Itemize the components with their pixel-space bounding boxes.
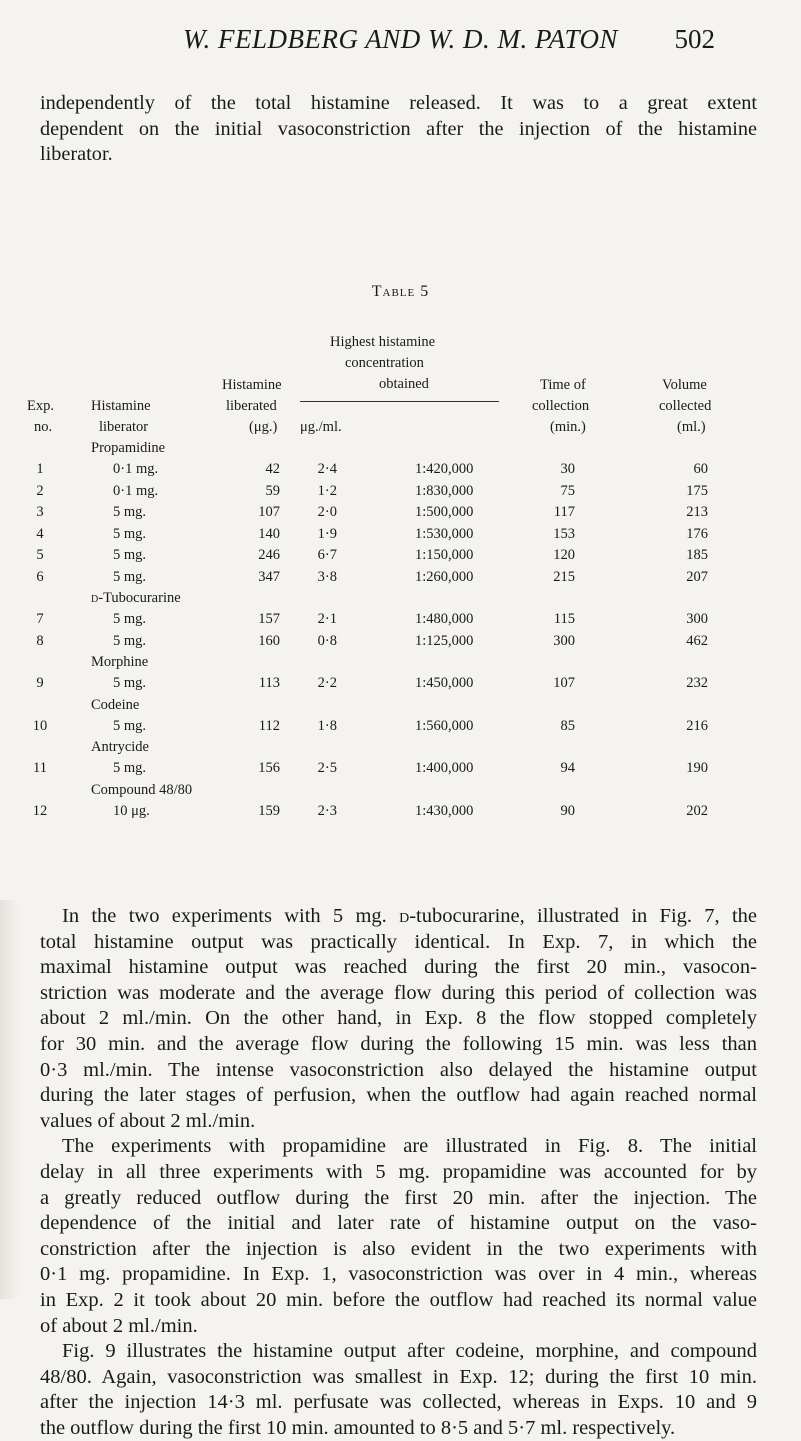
cell-conc: 1·8: [317, 717, 337, 734]
cell-exp: 2: [36, 482, 44, 499]
cell-time: 94: [560, 760, 575, 776]
page-number: 502: [674, 24, 715, 54]
cell-volume: 202: [686, 802, 708, 819]
cell-time: 117: [553, 504, 575, 520]
cell-liberated: 160: [258, 632, 280, 649]
group-label: Codeine: [91, 696, 140, 713]
cell-ratio: 1:125,000: [415, 632, 474, 649]
header-brace: [300, 395, 499, 405]
header-volume-1: Volume: [662, 377, 707, 393]
cell-liberated: 140: [258, 525, 280, 542]
cell-exp: 9: [36, 675, 44, 691]
cell-ratio: 1:260,000: [415, 568, 474, 585]
cell-liberated: 347: [258, 568, 280, 585]
header-time-1: Time of: [540, 377, 586, 393]
cell-time: 90: [560, 802, 575, 819]
cell-liberated: 42: [265, 461, 280, 477]
cell-liberated: 59: [265, 482, 280, 499]
cell-volume: 207: [686, 568, 708, 585]
cell-conc: 3·8: [317, 568, 337, 585]
body-line: In the two experiments with 5 mg. d-tubocurarine, illustrated in Fig. 7, the: [62, 905, 757, 927]
header-liberator-2: liberator: [99, 419, 149, 435]
cell-liberated: 113: [258, 675, 280, 691]
cell-exp: 1: [36, 461, 44, 477]
intro-line: liberator.: [40, 143, 113, 166]
cell-conc: 2·5: [317, 760, 337, 776]
intro-line: independently of the total histamine released. It was to a great extent: [40, 92, 757, 114]
cell-conc: 0·8: [317, 632, 337, 649]
intro-paragraph: [40, 91, 757, 168]
cell-conc: 2·1: [317, 611, 337, 627]
cell-conc: 2·2: [317, 675, 337, 691]
cell-exp: 12: [32, 802, 48, 819]
cell-liberated: 246: [258, 547, 280, 563]
cell-dose: 10 μg.: [113, 802, 150, 819]
cell-volume: 213: [686, 504, 708, 520]
body-line: Fig. 9 illustrates the histamine output after codeine, morphine, and compound: [62, 1340, 757, 1363]
cell-ratio: 1:400,000: [415, 760, 474, 776]
cell-ratio: 1:150,000: [415, 547, 474, 563]
cell-time: 75: [560, 482, 575, 499]
header-liberator-1: Histamine: [91, 398, 151, 414]
cell-volume: 300: [686, 611, 708, 627]
body-line: The experiments with propamidine are illustrated in Fig. 8. The initial: [62, 1135, 757, 1158]
cell-exp: 6: [36, 568, 44, 585]
cell-exp: 10: [32, 717, 48, 734]
cell-ratio: 1:450,000: [415, 675, 474, 691]
group-label: d-Tubocurarine: [91, 590, 181, 606]
cell-time: 115: [553, 611, 575, 627]
cell-dose: 0·1 mg.: [113, 461, 159, 477]
cell-conc: 6·7: [317, 547, 337, 563]
cell-dose: 5 mg.: [113, 717, 147, 734]
scan-edge-shadow: [0, 900, 20, 1299]
header-time-2: collection: [532, 398, 590, 414]
cell-dose: 5 mg.: [113, 547, 147, 563]
cell-exp: 7: [36, 611, 44, 627]
cell-ratio: 1:420,000: [415, 461, 474, 477]
cell-time: 85: [560, 717, 575, 734]
cell-time: 215: [553, 568, 575, 585]
cell-exp: 3: [36, 504, 44, 520]
cell-volume: 216: [686, 717, 708, 734]
cell-exp: 5: [36, 547, 44, 563]
cell-dose: 5 mg.: [113, 675, 147, 691]
header-exp-1: Exp.: [27, 398, 54, 414]
body-line: maximal histamine output was reached during the first 20 min., vasocon-: [40, 956, 757, 979]
cell-ratio: 1:830,000: [415, 482, 474, 499]
body-line: for 30 min. and the average flow during the following 15 min. was less than: [40, 1032, 757, 1055]
cell-dose: 5 mg.: [113, 504, 147, 520]
table-title: Table 5: [371, 283, 430, 300]
cell-time: 153: [553, 525, 575, 542]
cell-liberated: 159: [258, 802, 280, 819]
header-conc-3: obtained: [379, 376, 429, 392]
group-label: Propamidine: [91, 440, 166, 456]
cell-conc: 1·2: [317, 482, 337, 499]
cell-volume: 176: [686, 525, 708, 542]
body-line: after the injection 14·3 ml. perfusate was collected, whereas in Exps. 10 and 9: [40, 1391, 757, 1414]
running-header: [0, 24, 801, 64]
cell-time: 30: [560, 461, 575, 477]
running-title: W. FELDBERG AND W. D. M. PATON: [182, 24, 619, 54]
body-line: the outflow during the first 10 min. amounted to 8·5 and 5·7 ml. respectively.: [40, 1416, 676, 1439]
body-line: striction was moderate and the average flow during this period of collection was: [40, 981, 757, 1004]
group-label: Morphine: [91, 654, 149, 670]
body-line: values of about 2 ml./min.: [40, 1109, 256, 1132]
body-line: 0·3 ml./min. The intense vasoconstriction also delayed the histamine output: [40, 1058, 757, 1081]
cell-ratio: 1:430,000: [415, 802, 474, 819]
cell-volume: 190: [686, 760, 708, 776]
header-liberated-2: liberated: [226, 398, 277, 414]
header-conc-1: Highest histamine: [330, 334, 436, 350]
cell-dose: 5 mg.: [113, 611, 147, 627]
body-line: during the later stages of perfusion, when the outflow had again reached normal: [40, 1084, 757, 1107]
cell-liberated: 112: [258, 717, 280, 734]
cell-liberated: 156: [258, 760, 280, 776]
cell-ratio: 1:530,000: [415, 525, 474, 542]
cell-volume: 232: [686, 675, 708, 691]
body-line: about 2 ml./min. On the other hand, in Exp. 8 the flow stopped completely: [40, 1007, 757, 1030]
intro-line: dependent on the initial vasoconstriction after the injection of the histamine: [40, 117, 757, 140]
cell-exp: 11: [33, 760, 47, 776]
header-time-3: (min.): [550, 419, 586, 435]
cell-volume: 175: [686, 482, 708, 499]
body-line: constriction after the injection is also evident in the two experiments with: [40, 1237, 757, 1260]
cell-dose: 5 mg.: [113, 568, 147, 585]
cell-conc: 2·4: [317, 461, 337, 477]
header-volume-3: (ml.): [677, 419, 706, 435]
cell-exp: 8: [36, 632, 44, 649]
group-label: Antrycide: [91, 739, 149, 755]
group-label: Compound 48/80: [91, 781, 193, 798]
cell-time: 107: [553, 675, 575, 691]
cell-conc: 2·3: [317, 802, 337, 819]
body-line: dependence of the initial and later rate of histamine output on the vaso-: [40, 1212, 757, 1235]
cell-dose: 5 mg.: [113, 760, 147, 776]
cell-ratio: 1:560,000: [415, 717, 474, 734]
cell-ratio: 1:500,000: [415, 504, 474, 520]
body-line: 48/80. Again, vasoconstriction was smallest in Exp. 12; during the first 10 min.: [40, 1365, 757, 1388]
header-liberated-1: Histamine: [222, 377, 282, 393]
cell-liberated: 107: [258, 504, 280, 520]
body-line: a greatly reduced outflow during the first 20 min. after the injection. The: [40, 1186, 757, 1209]
header-liberated-3: (μg.): [249, 419, 278, 435]
cell-time: 300: [553, 632, 575, 649]
cell-exp: 4: [36, 525, 44, 542]
cell-time: 120: [553, 547, 575, 563]
cell-conc: 1·9: [317, 525, 337, 542]
cell-ratio: 1:480,000: [415, 611, 474, 627]
cell-liberated: 157: [258, 611, 280, 627]
header-conc-unit: μg./ml.: [300, 419, 342, 435]
body-paragraphs: [40, 904, 757, 1441]
cell-dose: 5 mg.: [113, 525, 147, 542]
cell-dose: 0·1 mg.: [113, 482, 159, 499]
body-line: of about 2 ml./min.: [40, 1314, 198, 1337]
header-exp-2: no.: [34, 419, 53, 435]
cell-volume: 185: [686, 547, 708, 563]
header-volume-2: collected: [659, 398, 712, 414]
cell-dose: 5 mg.: [113, 632, 147, 649]
header-conc-2: concentration: [345, 355, 424, 371]
cell-volume: 462: [686, 632, 708, 649]
body-line: total histamine output was practically identical. In Exp. 7, in which the: [40, 930, 757, 953]
body-line: 0·1 mg. propamidine. In Exp. 1, vasoconstriction was over in 4 min., whereas: [40, 1263, 757, 1286]
body-line: delay in all three experiments with 5 mg. propamidine was accounted for by: [40, 1160, 757, 1183]
cell-conc: 2·0: [317, 504, 337, 520]
body-line: in Exp. 2 it took about 20 min. before the outflow had reached its normal value: [40, 1288, 757, 1311]
cell-volume: 60: [693, 461, 708, 477]
